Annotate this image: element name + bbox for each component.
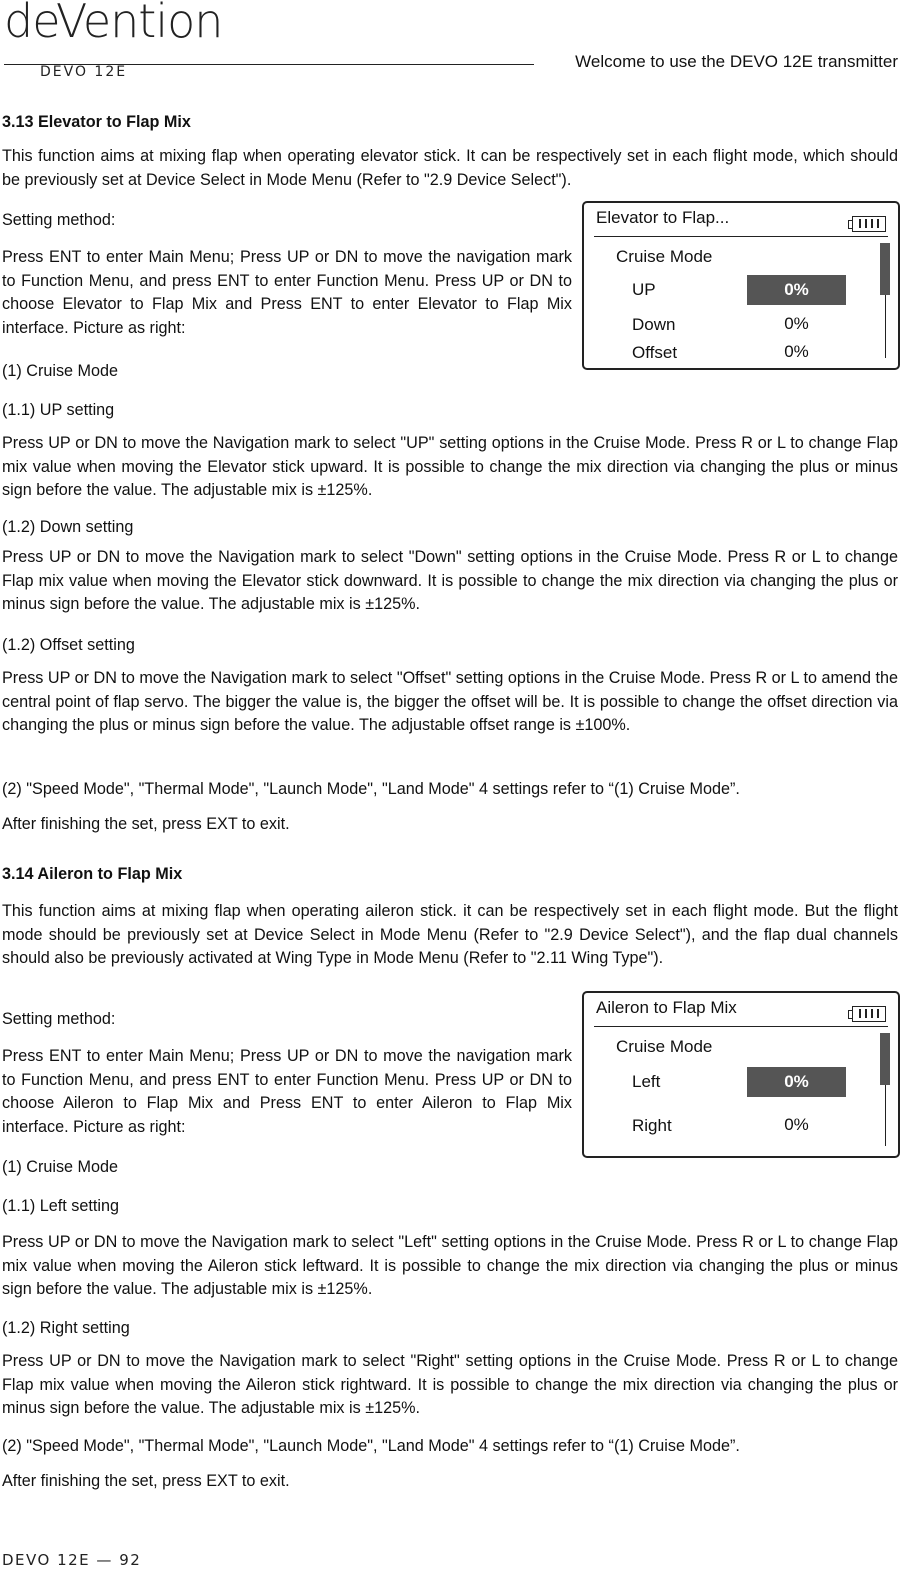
row-value-up[interactable]: 0% <box>747 275 846 305</box>
section-intro: This function aims at mixing flap when operating aileron stick. it can be respectively set in each flight mode. But the flight mode should be previously set at Device Select in Mode Menu (Refer to "2.9 Device Select"), and the flap dual channels should also be previously activated at Wing Type in Mode Menu (Refer to "2.11 Wing Type"). <box>2 902 898 967</box>
left-setting-text: Press UP or DN to move the Navigation mark to select "Left" setting options in the Cruise Mode. Press R or L to change Flap mix value when moving the Aileron stick leftward. It is possible to change the mix direction via changing the plus or minus sign before the value. The adjustable mix is ±125%. <box>2 1233 898 1298</box>
row-label-down[interactable]: Down <box>632 315 676 334</box>
screen-title: Elevator to Flap... <box>596 208 730 227</box>
page-footer: DEVO 12E — 92 <box>2 1551 142 1569</box>
offset-setting-heading: (1.2) Offset setting <box>2 636 135 654</box>
row-value-down[interactable]: 0% <box>784 314 809 333</box>
brand-model: DEVO 12E <box>40 64 128 80</box>
setting-method-text: Press ENT to enter Main Menu; Press UP or DN to move the navigation mark to Function Menu, and press ENT to enter Function Menu. Press UP or DN to choose Aileron to Flap Mix and Press ENT to enter Aileron to Flap Mix interface. Picture as right: <box>2 1047 572 1136</box>
section-intro: This function aims at mixing flap when operating elevator stick. It can be respectively set in each flight mode, which should be previously set at Device Select in Mode Menu (Refer to "2.9 Device Select"). <box>2 147 898 189</box>
battery-icon <box>852 216 886 232</box>
row-value-left[interactable]: 0% <box>747 1067 846 1097</box>
scrollbar-thumb[interactable] <box>880 1033 890 1085</box>
scrollbar-thumb[interactable] <box>880 243 890 295</box>
up-setting-text: Press UP or DN to move the Navigation mark to select "UP" setting options in the Cruise Mode. Press R or L to change Flap mix value when moving the Elevator stick upward. It is possible to change the mix direction via changing the plus or minus sign before the value. The adjustable mix is ±125%. <box>2 434 898 499</box>
row-value-offset[interactable]: 0% <box>784 342 809 361</box>
up-setting-heading: (1.1) UP setting <box>2 401 115 419</box>
row-label-left[interactable]: Left <box>632 1072 661 1091</box>
screen-mode-label: Cruise Mode <box>616 1037 713 1056</box>
down-setting-text: Press UP or DN to move the Navigation mark to select "Down" setting options in the Cruise Mode. Press R or L to change Flap mix value when moving the Elevator stick downward. It is possible to change the mix direction via changing the plus or minus sign before the value. The adjustable mix is ±125%. <box>2 548 898 613</box>
screen-title: Aileron to Flap Mix <box>596 998 737 1017</box>
section-heading-elevator-flap: 3.13 Elevator to Flap Mix <box>2 113 191 131</box>
lcd-screen-aileron-flap <box>582 991 900 1158</box>
offset-setting-text: Press UP or DN to move the Navigation mark to select "Offset" setting options in the Cruise Mode. Press R or L to amend the central point of flap servo. The bigger the value is, the bigger the offset will be. It is possible to change the offset direction via changing the plus or minus sign before the value. The adjustable offset range is ±100%. <box>2 669 898 734</box>
left-setting-heading: (1.1) Left setting <box>2 1197 119 1215</box>
right-setting-heading: (1.2) Right setting <box>2 1319 130 1337</box>
screen-divider <box>594 1026 888 1027</box>
exit-text: After finishing the set, press EXT to exit. <box>2 1472 290 1490</box>
right-setting-text: Press UP or DN to move the Navigation mark to select "Right" setting options in the Cruise Mode. Press R or L to change Flap mix value when moving the Aileron stick rightward. It is possible to change the mix direction via changing the plus or minus sign before the value. The adjustable mix is ±125%. <box>2 1352 898 1417</box>
other-modes-text: (2) "Speed Mode", "Thermal Mode", "Launch Mode", "Land Mode" 4 settings refer to “(1) Cruise Mode”. <box>2 780 740 798</box>
cruise-mode-heading: (1) Cruise Mode <box>2 1158 119 1176</box>
row-label-offset[interactable]: Offset <box>632 343 678 362</box>
screen-mode-label: Cruise Mode <box>616 247 713 266</box>
other-modes-text: (2) "Speed Mode", "Thermal Mode", "Launch Mode", "Land Mode" 4 settings refer to “(1) Cruise Mode”. <box>2 1437 740 1455</box>
row-label-up[interactable]: UP <box>632 280 656 299</box>
setting-method-label: Setting method: <box>2 1010 116 1028</box>
row-label-right[interactable]: Right <box>632 1116 672 1135</box>
lcd-screen-elevator-flap <box>582 201 900 370</box>
cruise-mode-heading: (1) Cruise Mode <box>2 362 119 380</box>
row-value-right[interactable]: 0% <box>784 1115 809 1134</box>
section-heading-aileron-flap: 3.14 Aileron to Flap Mix <box>2 865 183 883</box>
down-setting-heading: (1.2) Down setting <box>2 518 134 536</box>
screen-divider <box>594 236 888 237</box>
setting-method-text: Press ENT to enter Main Menu; Press UP or DN to move the navigation mark to Function Menu, and press ENT to enter Function Menu. Press UP or DN to choose Elevator to Flap Mix and Press ENT to enter Elevator to Flap Mix interface. Picture as right: <box>2 248 572 337</box>
exit-text: After finishing the set, press EXT to exit. <box>2 815 290 833</box>
battery-icon <box>852 1006 886 1022</box>
brand-logo: deVention <box>4 0 223 48</box>
setting-method-label: Setting method: <box>2 211 116 229</box>
header-tagline: Welcome to use the DEVO 12E transmitter <box>575 52 898 71</box>
